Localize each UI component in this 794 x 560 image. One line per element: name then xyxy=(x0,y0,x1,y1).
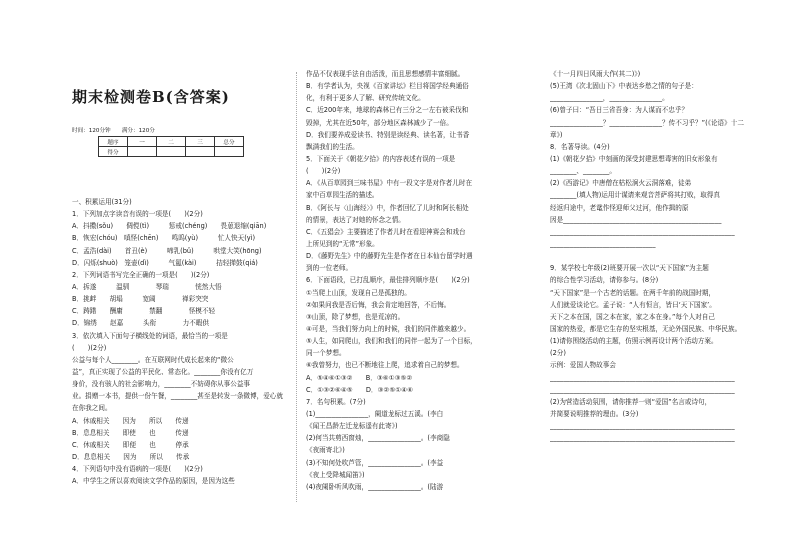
text-line: 并简要说明推荐的理由。(3分) xyxy=(550,409,639,418)
text-line: ②如果问我是否后悔，我会肯定地回答，不后悔。 xyxy=(306,300,451,309)
score-table-score-row xyxy=(99,147,244,157)
text-line: 到的一位老师。 xyxy=(306,264,353,273)
text-line: ________________________________________________________ xyxy=(550,227,735,236)
column-right xyxy=(550,68,794,444)
text-line: ________、________。 xyxy=(550,167,616,176)
text-line: C．《五猖会》主要描述了作者儿时在看迎神赛会和戏台 xyxy=(306,227,466,236)
text-line: “天下国家”是一个古老的话题。在两千年前的战国时期， xyxy=(550,288,716,297)
text-line: 章》) xyxy=(550,130,563,139)
text-line: C．①③②⑥④⑤ D．③②⑤①④⑥ xyxy=(306,385,413,394)
text-line: ________(填人物)运用计谋请来观音菩萨将其打败，取得真 xyxy=(550,191,720,200)
text-line: ( )(2分) xyxy=(72,343,107,352)
column-left-body xyxy=(72,196,298,487)
text-line: (1)________________，阑道龙标过五溪。(李白 xyxy=(306,409,444,418)
exam-meta: 时间：120分钟 满分：120分 xyxy=(72,128,155,134)
score-cell: 一 xyxy=(128,137,157,147)
text-line: C．踌躇 酬庸 禁翻 怪模不轻 xyxy=(72,307,216,316)
text-line: ________________，________________。 xyxy=(550,94,669,103)
text-line: D．我们要养成爱读书、特别是读经典、读名著，让书香 xyxy=(306,130,470,139)
text-line: 作品不仅表现手法自由活泼，而且思想感情丰富细腻。 xyxy=(306,70,465,78)
text-line: ________________________________________________________ xyxy=(550,422,735,431)
text-line: B．恢宏(chóu) 嗔怪(chēn) 鸣呜(yù) 忙人快天(yì) xyxy=(72,234,256,243)
score-cell: 总分 xyxy=(215,137,244,147)
text-line: 的综合性学习活动，请你参与。(8分) xyxy=(550,276,659,285)
text-line: ③山顶，除了梦想，也是荒凉的。 xyxy=(306,312,405,321)
text-line: (4)夜阑卧听风吹雨，________________。(陆游 xyxy=(306,482,444,491)
text-line: 身价，没有骇人的社会影响力，________不妨碍你从事公益事 xyxy=(72,380,251,389)
text-line: 益”，真正实现了公益的平民化、常态化。________你没有亿万 xyxy=(72,367,254,376)
text-line: ________________________________________________________ xyxy=(550,434,735,443)
text-line: ①当爬上山顶，发现自己是孤独的。 xyxy=(306,288,411,297)
text-line: B．有学者认为，央视《百家讲坛》栏目将国学经典通俗 xyxy=(306,82,469,91)
text-line: 的情景，表达了对她的怀念之情。 xyxy=(306,215,405,224)
text-line: C．休戚相关 即便 也 停承 xyxy=(72,440,189,449)
text-line: 经返归途中，老鼋作怪迎师父过河，他作揖的原 xyxy=(550,203,689,212)
text-line: ⑥我曾努力，也已不断地往上爬，追求着自己的梦想。 xyxy=(306,361,464,370)
text-line: (2分) xyxy=(550,349,566,358)
text-line: D．《藤野先生》中的藤野先生是作者在日本仙台留学时遇 xyxy=(306,252,473,261)
text-line: (6)曾子曰：“吾日三省吾身：为人谋而不忠乎？ xyxy=(550,106,689,115)
score-table-header-row xyxy=(99,137,244,147)
text-line: (3)不知何处吹芦管，________________。(李益 xyxy=(306,458,444,467)
text-line: (1)请你围绕活动的主题，仿照示例再设计两个活动方案。 xyxy=(550,337,718,346)
text-line xyxy=(550,250,794,262)
text-line: ________________________________ xyxy=(550,239,656,248)
text-line: 9．某学校七年级(2)班要开展一次以“天下国家”为主题 xyxy=(550,264,709,273)
text-line: 示例：爱国人物故事会 xyxy=(550,361,616,370)
exam-sheet xyxy=(44,62,766,498)
text-line: 业。捐赠一本书，提供一份午餐，________甚至是转发一条微博，爱心就 xyxy=(72,392,283,401)
text-line: 公益与每个人________。在互联网时代成长起来的“微公 xyxy=(72,355,234,364)
text-line: A．《从百草园到三味书屋》中有一段文字是对作者儿时在 xyxy=(306,179,473,188)
score-cell xyxy=(215,147,244,157)
text-line: ________________________________________________________ xyxy=(550,373,735,382)
text-line: (2)《西游记》中唐僧在枯松涧火云洞落难，徒弟 xyxy=(550,179,692,188)
text-line: 7．名句积累。(7分) xyxy=(306,397,366,406)
text-line: (5)王湾《次北固山下》中表达乡愁之情的句子是： xyxy=(550,82,698,91)
text-line: 6．下面语段，已打乱顺序，最佳排列顺序是( )(2分) xyxy=(306,276,470,285)
text-line: A．中学生之所以喜欢阅读文学作品的原因，是因为这些 xyxy=(72,477,235,486)
text-line: C．孟浩(dài) 首丑(è) 啼乳(bǔ) 哄堂大笑(hōng) xyxy=(72,246,262,255)
score-cell: 三 xyxy=(186,137,215,147)
text-line: 《闻王昌龄左迁龙标遥有此寄》) xyxy=(306,422,398,431)
text-line: D．息息相关 因为 所以 传承 xyxy=(72,452,190,461)
text-line: 上所见到的“无常”形象。 xyxy=(306,239,379,248)
page-title: 期末检测卷B(含答案) xyxy=(72,88,230,106)
text-line: (2)何当共剪西窗烛，________________。(李商隐 xyxy=(306,434,450,443)
score-cell xyxy=(186,147,215,157)
text-line: (1)《朝花夕拾》中刻画的深受封建思想毒害的旧女形象有 xyxy=(550,154,718,163)
text-line: A．休戚相关 因为 所以 传递 xyxy=(72,416,189,425)
text-line: 《十一月四日风雨大作(其二)》) xyxy=(550,70,641,78)
text-line: A．⑤④⑥①③② B．③⑥①③⑤② xyxy=(306,373,413,382)
text-line: 1．下列加点字读音有误的一项是( )(2分) xyxy=(72,210,203,219)
text-line: 一、积累运用(31分) xyxy=(72,198,132,206)
text-line: A．拆遂 温驯 琴瑞 恍然大悟 xyxy=(72,282,222,291)
text-line: 因是________________________________________________ xyxy=(550,215,722,224)
text-line: B．挑衅 胡塌 宽阔 禅彩突突 xyxy=(72,295,209,304)
score-cell xyxy=(157,147,186,157)
text-line: ________________________________________________________ xyxy=(550,385,735,394)
text-line: 天下之本在国，国之本在家，家之本在身。”每个人对自己 xyxy=(550,312,715,321)
column-divider xyxy=(296,72,297,502)
text-line: A．抖擞(sǒu) 倜傥(tì) 惩戒(chéng) 畏葸退缩(qiān) xyxy=(72,222,267,231)
text-line: 同一个梦想。 xyxy=(306,349,346,358)
score-cell: 题序 xyxy=(99,137,128,147)
score-cell xyxy=(128,147,157,157)
text-line: 家中百草园生活的描述。 xyxy=(306,191,379,200)
text-line: 人们就爱谈论它。孟子说：“人有恒言，皆曰‘天下国家’。 xyxy=(550,300,716,309)
text-line: 化，有利于更多人了解、研究传统文化。 xyxy=(306,94,425,103)
score-cell: 二 xyxy=(157,137,186,147)
text-line: ________________？________________？传不习乎？”(《论语》十二 xyxy=(550,118,744,127)
text-line: 2．下列词语书写完全正确的一项是( )(2分) xyxy=(72,270,210,279)
text-line: 国家的热爱，都是它生存的坚实根基，无论外国民族、中华民族。 xyxy=(550,324,742,333)
text-line: 5．下面关于《朝花夕拾》的内容表述有误的一项是 xyxy=(306,154,456,163)
text-line: 在你我之间。 xyxy=(72,404,112,413)
text-line: 4．下列语句中没有语病的一项是( )(2分) xyxy=(72,465,203,474)
text-line: D．闪烁(shuò) 笼壶(dì) 气氲(kài) 拮轻掸鼓(qiá) xyxy=(72,258,258,267)
column-middle xyxy=(306,68,538,493)
text-line: 8．名著导读。(4分) xyxy=(550,142,610,151)
score-table xyxy=(98,136,244,157)
text-line: 飘满我们的生活。 xyxy=(306,142,359,151)
text-line: 毁掉，尤其在近50年，部分地区森林减少了一倍。 xyxy=(306,118,453,127)
text-line: D．锦绣 赵嘉 头衔 力不暇供 xyxy=(72,319,209,328)
text-line: ( )(2分) xyxy=(306,167,341,176)
text-line: 3．依次填入下面句子横线处的词语，最恰当的一项是 xyxy=(72,331,228,340)
text-line: 《夜雨寄北》) xyxy=(306,446,345,455)
text-line: ④可是，当我们努力向上的时候，我们的同伴越来越少。 xyxy=(306,324,471,333)
text-line: C．近200年来，地球的森林已有三分之一左右被采伐和 xyxy=(306,106,469,115)
score-cell: 得分 xyxy=(99,147,128,157)
text-line: (2)为营造活动氛围，请你推荐一则“爱国”名言或诗句， xyxy=(550,397,712,406)
text-line: 《夜上受降城闻笛》) xyxy=(306,470,365,479)
text-line: B．息息相关 即使 也 传递 xyxy=(72,428,189,437)
text-line: B．《阿长与〈山海经〉》中，作者回忆了儿时和阿长相处 xyxy=(306,203,469,212)
text-line: ⑤人生，如同爬山，我们和我们的同伴一起为了一个目标， xyxy=(306,337,477,346)
